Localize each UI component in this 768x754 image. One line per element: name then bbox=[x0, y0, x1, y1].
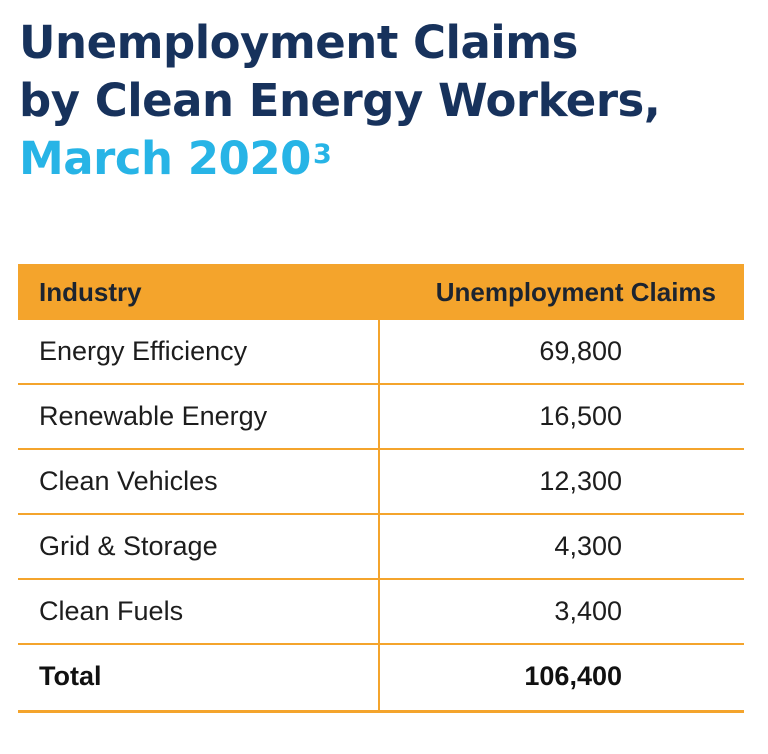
title-line-2: by Clean Energy Workers, bbox=[19, 74, 661, 127]
column-divider bbox=[378, 515, 380, 578]
table-row bbox=[18, 320, 744, 385]
row-industry: Grid & Storage bbox=[39, 531, 218, 561]
row-industry: Clean Vehicles bbox=[39, 466, 218, 496]
total-label: Total bbox=[39, 661, 102, 691]
column-divider bbox=[378, 580, 380, 643]
title-footnote-marker: 3 bbox=[312, 139, 332, 170]
row-claims: 16,500 bbox=[539, 401, 622, 431]
claims-table bbox=[18, 264, 744, 713]
total-claims: 106,400 bbox=[524, 661, 622, 691]
column-divider bbox=[378, 450, 380, 513]
header-industry: Industry bbox=[39, 277, 142, 307]
row-claims: 3,400 bbox=[554, 596, 622, 626]
page-title bbox=[19, 14, 660, 188]
row-industry: Clean Fuels bbox=[39, 596, 184, 626]
title-line-1: Unemployment Claims bbox=[19, 16, 578, 69]
row-claims: 4,300 bbox=[554, 531, 622, 561]
table-row bbox=[18, 450, 744, 515]
column-divider bbox=[378, 320, 380, 383]
total-row bbox=[18, 645, 744, 713]
title-date: March 2020 bbox=[19, 132, 311, 185]
table-row bbox=[18, 385, 744, 450]
row-industry: Renewable Energy bbox=[39, 401, 268, 431]
column-divider bbox=[378, 645, 380, 710]
table-row bbox=[18, 580, 744, 645]
header-claims: Unemployment Claims bbox=[435, 277, 716, 307]
row-claims: 69,800 bbox=[539, 336, 622, 366]
table-header bbox=[18, 264, 744, 320]
column-divider bbox=[378, 385, 380, 448]
table-row bbox=[18, 515, 744, 580]
title-line-3 bbox=[19, 130, 660, 188]
row-industry: Energy Efficiency bbox=[39, 336, 248, 366]
row-claims: 12,300 bbox=[539, 466, 622, 496]
